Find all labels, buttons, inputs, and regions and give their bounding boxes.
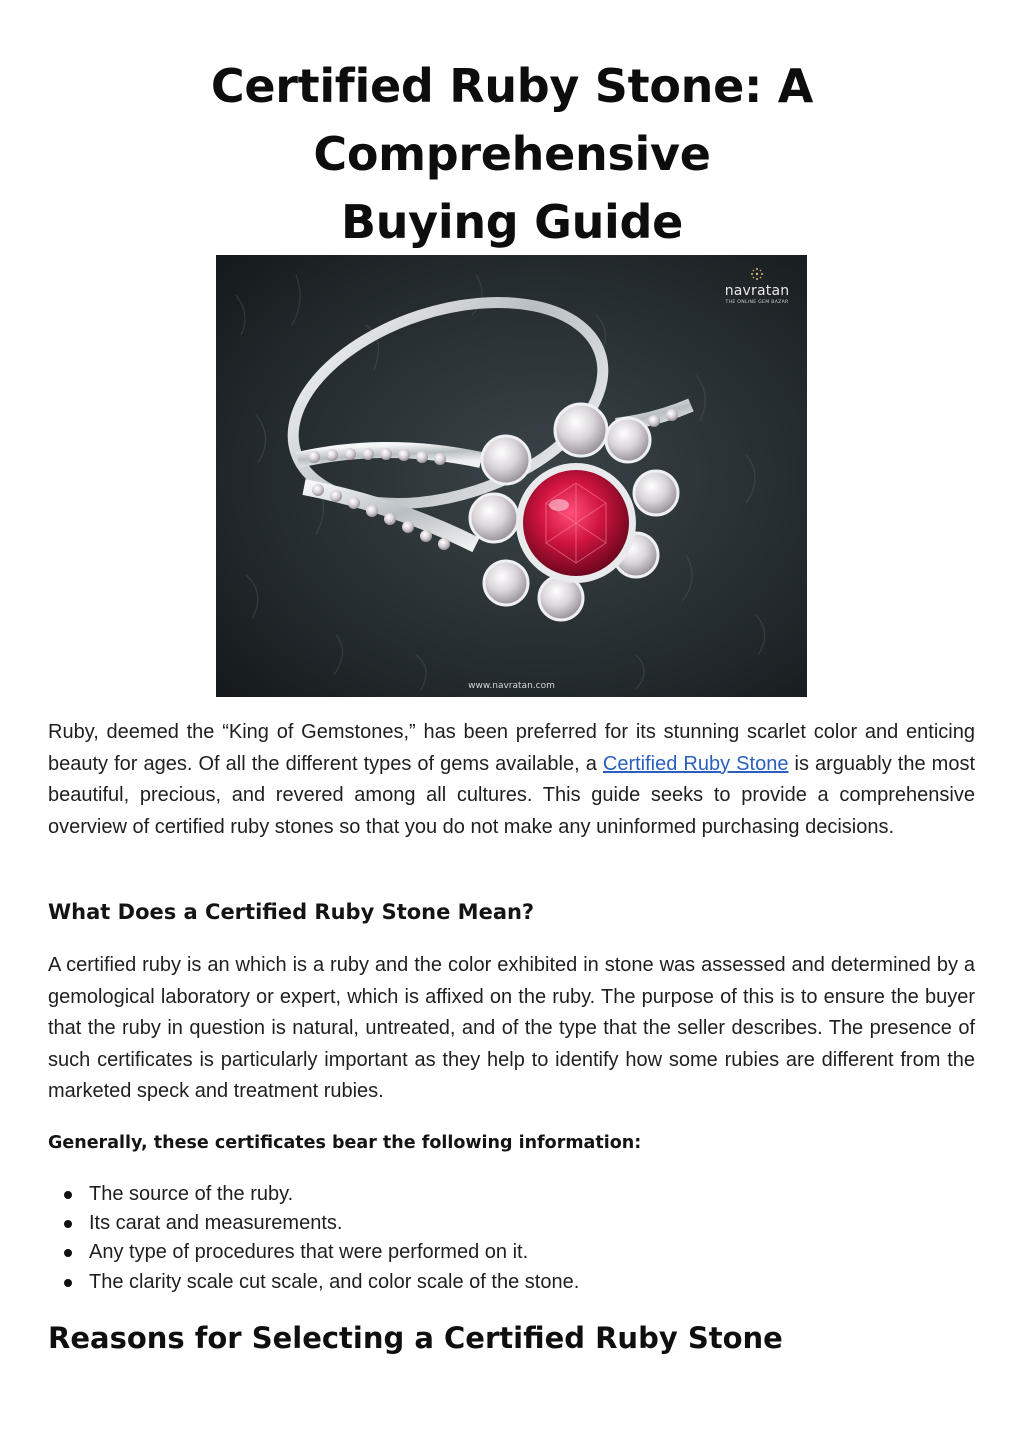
sparkle-icon: [750, 267, 764, 281]
page-title-line-1: Certified Ruby Stone: A Comprehensive: [210, 59, 814, 181]
logo-tagline: THE ONLINE GEM BAZAR: [725, 300, 789, 305]
intro-paragraph: [48, 717, 975, 843]
section-heading-what-does-it-mean: What Does a Certified Ruby Stone Mean?: [48, 900, 535, 924]
intro-text-before-link: Ruby, deemed the “King of Gemstones,” has been preferred for its stunning scarlet color and enticing beauty for ages. Of all the different types of gems available, a: [48, 721, 975, 775]
ruby-ring-illustration: [216, 255, 807, 697]
navratan-logo: [717, 267, 797, 306]
bullet-icon: [64, 1279, 72, 1287]
logo-name: navratan: [724, 283, 790, 299]
list-item: [48, 1180, 968, 1209]
section-heading-reasons: Reasons for Selecting a Certified Ruby Stone: [48, 1321, 783, 1355]
bullet-icon: [64, 1191, 72, 1199]
bullet-icon: [64, 1249, 72, 1257]
list-item: [48, 1238, 968, 1267]
section-what-does-it-mean-body: A certified ruby is an which is a ruby and the color exhibited in stone was assessed and determined by a gemological laboratory or expert, which is affixed on the ruby. The purpose of this is to ensure the buyer that the ruby in question is natural, untreated, and of the type that the seller describes. The presence of such certificates is particularly important as they help to identify how some rubies are different from the marketed speck and treatment rubies.: [48, 954, 975, 1102]
list-item-text: The clarity scale cut scale, and color scale of the stone.: [89, 1270, 580, 1293]
list-item-text: Its carat and measurements.: [89, 1212, 343, 1235]
image-watermark: www.navratan.com: [468, 681, 555, 691]
certified-ruby-stone-link[interactable]: Certified Ruby Stone: [602, 752, 789, 775]
list-item: [48, 1209, 968, 1238]
list-item-text: Any type of procedures that were performed on it.: [89, 1241, 529, 1264]
list-item: [48, 1268, 968, 1297]
page-title: [40, 52, 984, 256]
certificate-info-list: [48, 1180, 968, 1297]
intro-text-after-link: is arguably the most beautiful, precious, and revered among all cultures. This guide seeks to provide a comprehensive overview of certified ruby stones so that you do not make any uninformed purchasing decisions.: [48, 752, 976, 838]
list-item-text: The source of the ruby.: [89, 1183, 294, 1205]
certificate-info-heading: Generally, these certificates bear the following information:: [48, 1133, 642, 1153]
bullet-icon: [64, 1220, 72, 1228]
page-title-line-2: Buying Guide: [340, 195, 684, 249]
ruby-ring-photo: [216, 255, 807, 697]
